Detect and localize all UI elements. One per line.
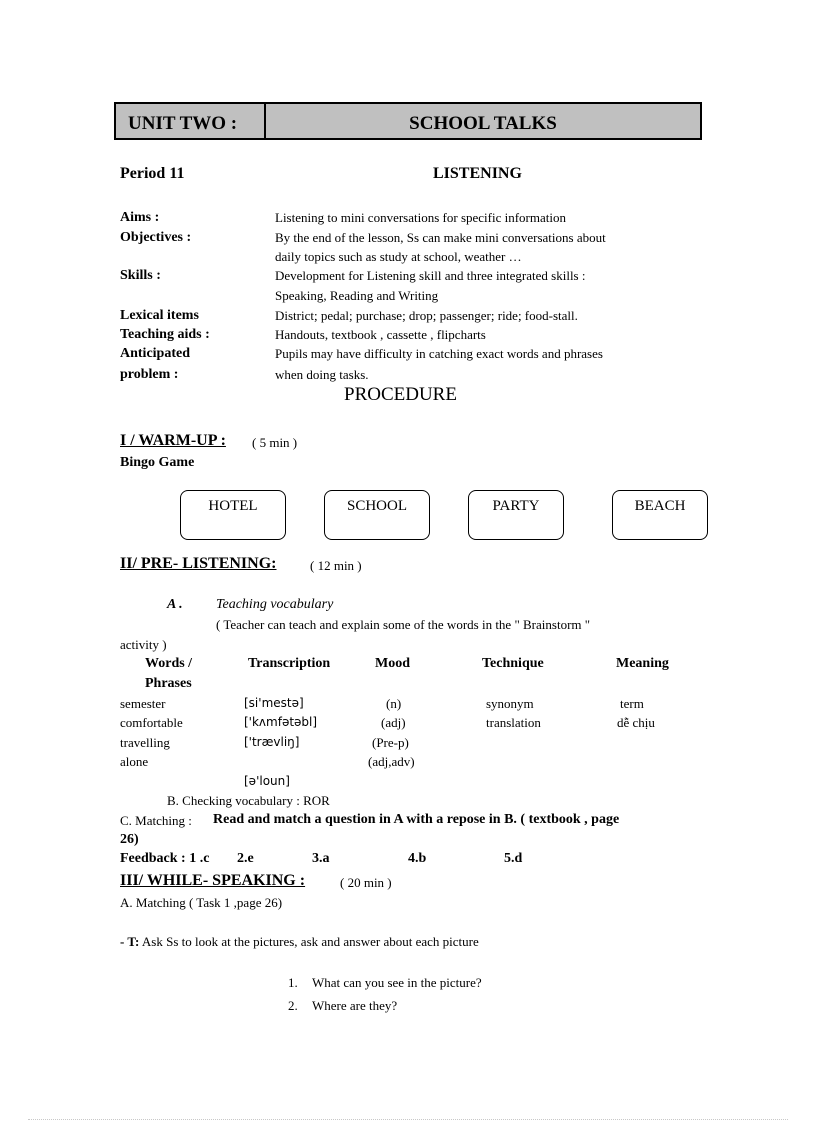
- teacher-instruction-text: Ask Ss to look at the pictures, ask and answer about each picture: [139, 934, 479, 949]
- objectives-text-1: By the end of the lesson, Ss can make mini conversations about: [275, 230, 606, 245]
- question-number: 1.: [288, 975, 298, 990]
- prelistening-heading: II/ PRE- LISTENING:: [120, 555, 277, 572]
- row-meaning: dễ chịu: [617, 715, 655, 730]
- col-header-technique: Technique: [482, 656, 544, 671]
- matching-prefix: C. Matching :: [120, 813, 192, 828]
- objectives-text-2: daily topics such as study at school, weather …: [275, 249, 522, 264]
- section-a-title: Teaching vocabulary: [216, 597, 334, 612]
- section-a-note-2: activity ): [120, 637, 167, 652]
- col-header-words: Words /: [145, 656, 193, 671]
- checking-vocabulary: B. Checking vocabulary : ROR: [167, 793, 330, 808]
- unit-title: SCHOOL TALKS: [409, 113, 557, 134]
- row-transcription: [ə'loun]: [244, 774, 290, 788]
- bingo-card-beach: BEACH: [612, 490, 708, 540]
- row-meaning: term: [620, 696, 644, 711]
- col-header-mood: Mood: [375, 656, 410, 671]
- row-transcription: ['trævliŋ]: [244, 735, 300, 749]
- question-text: What can you see in the picture?: [312, 975, 482, 990]
- feedback-item: 4.b: [408, 851, 427, 866]
- aims-label: Aims :: [120, 210, 160, 225]
- unit-header: [114, 102, 702, 140]
- bingo-card-hotel: HOTEL: [180, 490, 286, 540]
- anticipated-text-1: Pupils may have difficulty in catching exact words and phrases: [275, 346, 603, 361]
- feedback-label: Feedback : 1 .c: [120, 851, 210, 866]
- row-word: travelling: [120, 735, 170, 750]
- feedback-item: 5.d: [504, 851, 523, 866]
- problem-label: problem :: [120, 367, 179, 382]
- skills-text-2: Speaking, Reading and Writing: [275, 288, 439, 303]
- row-word: semester: [120, 696, 166, 711]
- teacher-prefix: - T:: [120, 934, 140, 949]
- col-header-transcription: Transcription: [248, 656, 331, 671]
- lexical-label: Lexical items: [120, 308, 199, 323]
- warmup-time: ( 5 min ): [252, 435, 298, 450]
- bingo-card-school: SCHOOL: [324, 490, 430, 540]
- question-number: 2.: [288, 998, 298, 1013]
- anticipated-text-2: when doing tasks.: [275, 367, 369, 382]
- objectives-label: Objectives :: [120, 230, 192, 245]
- prelistening-time: ( 12 min ): [310, 558, 362, 573]
- section-a-note-1: ( Teacher can teach and explain some of the words in the " Brainstorm ": [216, 617, 591, 632]
- teaching-aids-label: Teaching aids :: [120, 327, 210, 342]
- row-word: comfortable: [120, 715, 183, 730]
- col-header-phrases: Phrases: [145, 676, 192, 691]
- row-technique: translation: [486, 715, 541, 730]
- aims-text: Listening to mini conversations for specific information: [275, 210, 566, 225]
- skills-text-1: Development for Listening skill and three integrated skills :: [275, 268, 586, 283]
- matching-instruction-2: 26): [120, 832, 139, 847]
- section-a-letter: A .: [167, 597, 183, 612]
- anticipated-label: Anticipated: [120, 346, 190, 361]
- question-text: Where are they?: [312, 998, 398, 1013]
- whilespeaking-heading: III/ WHILE- SPEAKING :: [120, 872, 306, 889]
- row-word: alone: [120, 754, 149, 769]
- col-header-meaning: Meaning: [616, 656, 669, 671]
- whilespeaking-time: ( 20 min ): [340, 875, 392, 890]
- row-mood: (adj,adv): [368, 754, 415, 769]
- row-technique: synonym: [486, 696, 534, 711]
- row-mood: (Pre-p): [372, 735, 409, 750]
- skills-label: Skills :: [120, 268, 161, 283]
- period-label: Period 11: [120, 165, 185, 182]
- teacher-instruction: [120, 934, 479, 950]
- bingo-game-label: Bingo Game: [120, 455, 195, 470]
- row-mood: (n): [386, 696, 402, 711]
- page-bottom-rule: [28, 1119, 788, 1120]
- matching-instruction-1: Read and match a question in A with a repose in B. ( textbook , page: [213, 812, 620, 827]
- lexical-text: District; pedal; purchase; drop; passenger; ride; food-stall.: [275, 308, 578, 323]
- row-transcription: ['kʌmfətəbl]: [244, 715, 318, 729]
- matching-task: A. Matching ( Task 1 ,page 26): [120, 895, 283, 910]
- feedback-item: 3.a: [312, 851, 330, 866]
- period-topic: LISTENING: [433, 165, 522, 182]
- teaching-aids-text: Handouts, textbook , cassette , flipcharts: [275, 327, 486, 342]
- row-mood: (adj): [381, 715, 406, 730]
- row-transcription: [si'mestə]: [244, 696, 304, 710]
- feedback-item: 2.e: [237, 851, 254, 866]
- procedure-heading: PROCEDURE: [344, 384, 457, 405]
- unit-label: UNIT TWO :: [128, 113, 238, 134]
- warmup-heading: I / WARM-UP :: [120, 432, 226, 449]
- bingo-card-party: PARTY: [468, 490, 564, 540]
